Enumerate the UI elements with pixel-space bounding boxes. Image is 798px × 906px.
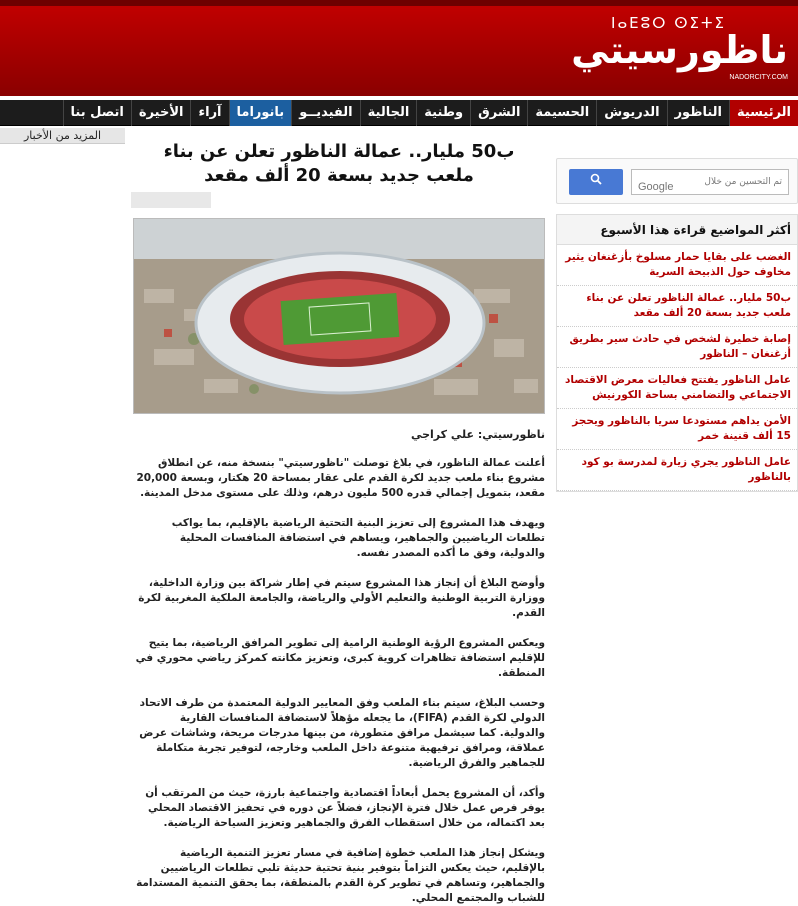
most-read-item[interactable]: عامل الناظور يجري زيارة لمدرسة بو كود بالناظور [557,450,797,491]
nav-item-opinions[interactable]: آراء [190,100,228,126]
article-paragraph: وأكد، أن المشروع يحمل أبعاداً اقتصادية واجتماعية بارزة، حيث من المرتقب أن يوفر فرص عمل خلال فترة الإنجاز، فضلاً عن دوره في تحفيز الاقتصاد المحلي بعد اكتماله، من خلال استقطاب الفرق والجماهير وتعزيز السياحة الرياضية. [145,787,545,829]
nav-item-east[interactable]: الشرق [470,100,527,126]
share-bar-wrap [133,188,545,208]
nav-item-latest[interactable]: الأخيرة [131,100,191,126]
site-header [0,0,798,96]
most-read-item[interactable]: الغضب على بقايا حمار مسلوخ بأزغنغان يثير مخاوف حول الذبيحة السرية [557,245,797,286]
article-paragraph: ويشكل إنجاز هذا الملعب خطوة إضافية في مسار تعزيز التنمية الرياضية بالإقليم، حيث يعكس التزاماً بتوفير بنية تحتية حديثة تلبي تطلعات الرياضيين والجماهير، وتساهم في تطوير كرة القدم بالمنطقة، بما يحقق التنمية المستدامة للشباب والمجتمع المحلي. [136,847,545,904]
search-button[interactable] [569,169,623,195]
logo-tifinagh: ⵏⴰⴹⵓⵔ ⵙⵉⵜⵉ [611,14,726,32]
nav-item-diaspora[interactable]: الجالية [360,100,417,126]
more-news-link[interactable]: المزيد من الأخبار [0,128,125,144]
most-read-item[interactable]: ب50 مليار.. عمالة الناظور تعلن عن بناء ملعب جديد بسعة 20 ألف مقعد [557,286,797,327]
nav-item-video[interactable]: الفيديــو [291,100,359,126]
main-nav [0,100,798,126]
nav-item-hoceima[interactable]: الحسيمة [527,100,596,126]
article-paragraph: ويهدف هذا المشروع إلى تعزيز البنية التحتية الرياضية بالإقليم، بما يواكب تطلعات الرياضيين والجماهير، ويساهم في استضافة المنافسات المحلية والدولية، وفق ما أكده المصدر نفسه. [171,517,545,559]
most-read-item[interactable]: عامل الناظور يفتتح فعاليات معرض الاقتصاد الاجتماعي والتضامني بساحة الكورنيش [557,368,797,409]
search-box [556,158,798,204]
most-read-item[interactable]: الأمن يداهم مستودعا سريا بالناظور ويحجز 15 ألف قنينة خمر [557,409,797,450]
nav-item-contact[interactable]: اتصل بنا [63,100,131,126]
google-label: Google [638,181,674,193]
most-read-box [556,214,798,492]
header-top-strip [0,0,798,6]
article-title: ب50 مليار.. عمالة الناظور تعلن عن بناء ملعب جديد بسعة 20 ألف مقعد [163,141,515,186]
logo-text: ناظورسيتي [571,28,788,72]
search-placeholder: تم التحسين من خلال [704,177,782,187]
logo-url: NADORCITY.COM [729,74,788,81]
nav-item-home[interactable]: الرئيسية [729,100,798,126]
nav-item-driouch[interactable]: الدريوش [596,100,666,126]
most-read-title: أكثر المواضيع قراءة هذا الأسبوع [557,215,797,245]
stadium-illustration [134,219,545,414]
most-read-item[interactable]: إصابة خطيرة لشخص في حادث سير بطريق أزغنغان – الناظور [557,327,797,368]
site-logo[interactable] [571,14,788,81]
article-author: ناظورسيتي: علي كراجي [410,428,545,441]
article-paragraph: وأوضح البلاغ أن إنجاز هذا المشروع سيتم في إطار شراكة بين وزارة الداخلية، ووزارة التربية الوطنية والتعليم الأولي والرياضة، والجامعة الملكية المغربية لكرة القدم. [138,577,545,619]
share-bar[interactable] [131,192,211,208]
search-icon [590,174,602,189]
stadium-image [133,218,545,414]
nav-item-panorama[interactable]: بانوراما [229,100,292,126]
nav-item-national[interactable]: وطنية [416,100,470,126]
right-sidebar [556,158,798,492]
nav-item-nador[interactable]: الناظور [667,100,729,126]
search-input[interactable] [631,169,789,195]
article-paragraph: وحسب البلاغ، سيتم بناء الملعب وفق المعايير الدولية المعتمدة من طرف الاتحاد الدولي لكرة القدم (FIFA)، ما يجعله مؤهلاً لاستضافة المنافسات القارية والدولية. كما سيشمل مرافق متطورة، من بينها مدرجات مريحة، وشاشات عرض عملاقة، ومرافق ترفيهية متنوعة داخل الملعب وخارجه، لتوفير تجربة متكاملة للجماهير والفرق الرياضية. [139,697,545,769]
article-paragraph: أعلنت عمالة الناظور، في بلاغ توصلت "ناظورسيتي" بنسخة منه، عن انطلاق مشروع بناء ملعب جديد لكرة القدم على عقار بمساحة 20 هكتار، وبسعة 20,000 مقعد، بتمويل إجمالي قدره 500 مليون درهم، وذلك على مستوى مدخل المدينة. [136,457,545,499]
article [133,140,545,906]
article-paragraph: ويعكس المشروع الرؤية الوطنية الرامية إلى تطوير المرافق الرياضية، بما يتيح للإقليم استضافة تظاهرات كروية كبرى، وتعزيز مكانته كمركز رياضي محوري في المنطقة. [135,637,545,679]
